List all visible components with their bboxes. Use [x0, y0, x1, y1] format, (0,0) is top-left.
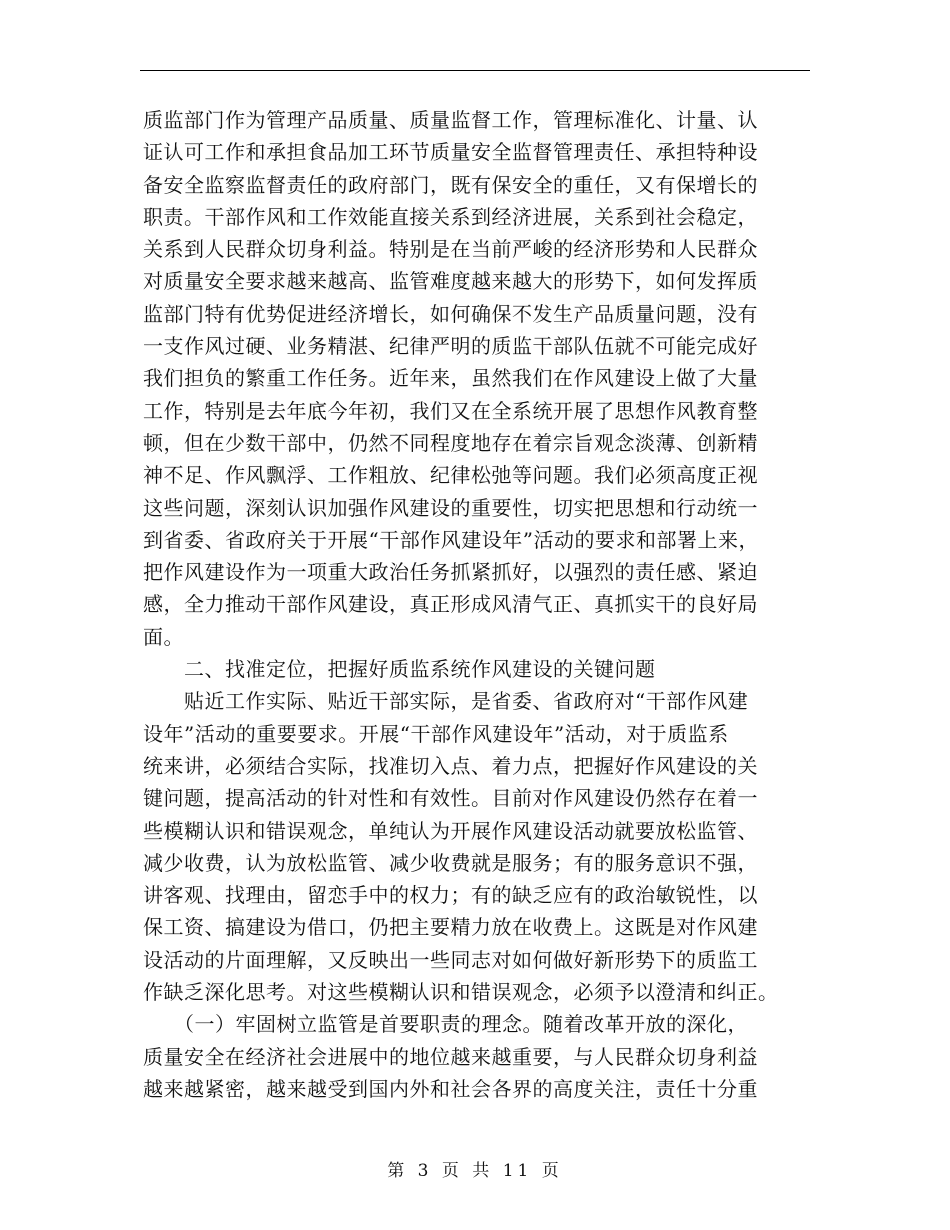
text-line: 质量安全在经济社会进展中的地位越来越重要，与人民群众切身利益: [143, 1044, 758, 1069]
text-line: 关系到人民群众切身利益。特别是在当前严峻的经济形势和人民群众: [143, 237, 758, 262]
text-line: 工作，特别是去年底今年初，我们又在全系统开展了思想作风教育整: [143, 398, 758, 423]
text-line: 设活动的片面理解，又反映出一些同志对如何做好新形势下的质监工: [143, 947, 758, 972]
text-line: 备安全监察监督责任的政府部门，既有保安全的重任，又有保增长的: [143, 172, 758, 197]
page-number: 第 3 页 共 11 页: [387, 1161, 563, 1181]
text-line: 神不足、作风飘浮、工作粗放、纪律松弛等问题。我们必须高度正视: [143, 463, 758, 488]
text-line: 这些问题，深刻认识加强作风建设的重要性，切实把思想和行动统一: [143, 495, 758, 520]
text-line: 对质量安全要求越来越高、监管难度越来越大的形势下，如何发挥质: [143, 269, 758, 294]
text-line: 质监部门作为管理产品质量、质量监督工作，管理标准化、计量、认: [143, 108, 758, 132]
text-line: 把作风建设作为一项重大政治任务抓紧抓好，以强烈的责任感、紧迫: [143, 560, 758, 585]
text-line: 证认可工作和承担食品加工环节质量安全监督管理责任、承担特种设: [143, 140, 758, 165]
text-line: 些模糊认识和错误观念，单纯认为开展作风建设活动就要放松监管、: [143, 818, 758, 843]
text-line: 统来讲，必须结合实际，找准切入点、着力点，把握好作风建设的关: [143, 753, 758, 778]
text-line: 职责。干部作风和工作效能直接关系到经济进展，关系到社会稳定，: [143, 204, 758, 229]
header-rule: [140, 70, 810, 71]
text-line: 面。: [143, 624, 184, 649]
text-line: 监部门特有优势促进经济增长，如何确保不发生产品质量问题，没有: [143, 301, 758, 326]
text-line: 键问题，提高活动的针对性和有效性。目前对作风建设仍然存在着一: [143, 786, 758, 811]
text-line: 我们担负的繁重工作任务。近年来，虽然我们在作风建设上做了大量: [143, 366, 758, 391]
text-line: 设年”活动的重要要求。开展“干部作风建设年”活动，对于质监系: [143, 721, 729, 746]
text-line: 到省委、省政府关于开展“干部作风建设年”活动的要求和部署上来，: [143, 527, 759, 552]
text-line: 一支作风过硬、业务精湛、纪律严明的质监干部队伍就不可能完成好: [143, 334, 758, 359]
text-line: 贴近工作实际、贴近干部实际，是省委、省政府对“干部作风建: [143, 689, 749, 714]
text-line: 二、找准定位，把握好质监系统作风建设的关键问题: [143, 657, 656, 682]
text-line: 减少收费，认为放松监管、减少收费就是服务；有的服务意识不强，: [143, 850, 758, 875]
text-line: 保工资、搞建设为借口，仍把主要精力放在收费上。这既是对作风建: [143, 915, 758, 940]
text-line: 讲客观、找理由，留恋手中的权力；有的缺乏应有的政治敏锐性，以: [143, 883, 758, 908]
text-line: 顿，但在少数干部中，仍然不同程度地存在着宗旨观念淡薄、创新精: [143, 430, 758, 455]
document-body: [143, 104, 813, 1105]
text-line: 感，全力推动干部作风建设，真正形成风清气正、真抓实干的良好局: [143, 592, 758, 617]
text-line: 越来越紧密，越来越受到国内外和社会各界的高度关注，责任十分重: [143, 1076, 758, 1101]
text-line: 作缺乏深化思考。对这些模糊认识和错误观念，必须予以澄清和纠正。: [143, 980, 779, 1005]
text-line: （一）牢固树立监管是首要职责的理念。随着改革开放的深化，: [143, 1012, 748, 1037]
